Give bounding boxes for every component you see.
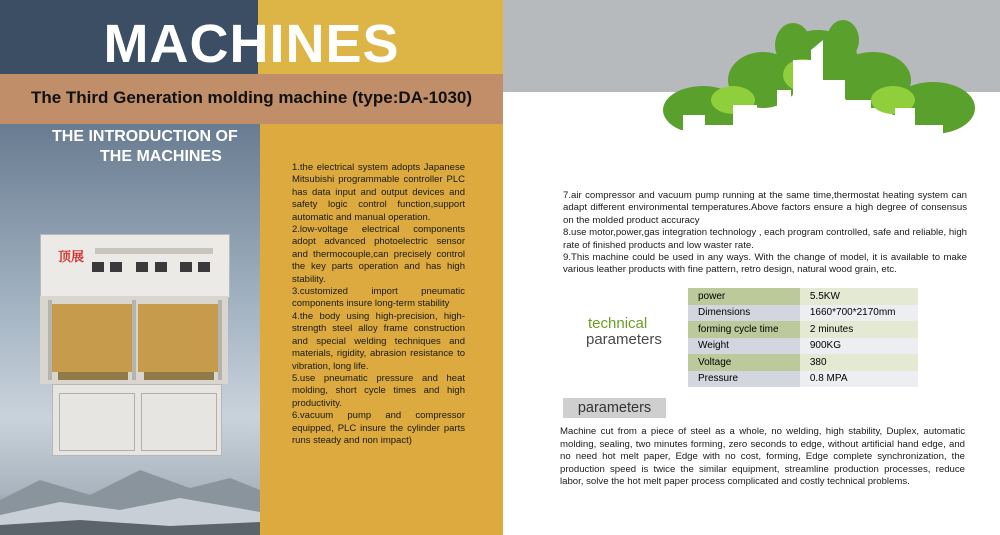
detail-item: 8.use motor,power,gas integration technology , each program controlled, safe and reliable, high rate of finished products and low waster rate.: [563, 227, 967, 251]
spec-row: [688, 371, 918, 388]
spec-value: 2 minutes: [800, 321, 918, 338]
spec-table: [688, 288, 918, 387]
feature-item: 1.the electrical system adopts Japanese Mitsubishi programmable controller PLC has data input and output devices and safety logic control function,support automatic and manual operation.: [292, 162, 465, 223]
feature-item: 5.use pneumatic pressure and heat molding, short cycle times and high productivity.: [292, 372, 465, 409]
machine-subtitle: The Third Generation molding machine (type:DA-1030): [30, 88, 473, 107]
detail-list: [563, 190, 967, 277]
feature-item: 6.vacuum pump and compressor equipped, PLC insure the cylinder parts runs steady and non impact): [292, 410, 465, 446]
parameters-description: Machine cut from a piece of steel as a whole, no welding, high stability, Duplex, automatic molding, sealing, two minutes forming, zero seconds to edge, without artificial hand edge, and no need hot melt paper, Edge with no cost, forming, Edge complete synchronization, the production speed is twice the similar equipment, streamline production processes, reduce labor, solve the hot melt paper process complicated and costly technical problems.: [560, 426, 965, 487]
features-list: [292, 162, 465, 447]
spec-value: 1660*700*2170mm: [800, 305, 918, 322]
spec-key: power: [688, 288, 800, 305]
page-title: MACHINES: [103, 14, 400, 74]
technical-label: technical: [588, 315, 648, 332]
machine-brand-label: 顶展: [58, 250, 85, 265]
spec-row: [688, 354, 918, 371]
city-skyline-illustration: [643, 20, 983, 180]
feature-item: 2.low-voltage electrical components adopt advanced photoelectric sensor and thermocouple,can precisely control the key parts operation and has high stability.: [292, 224, 465, 285]
detail-item: 9.This machine could be used in any ways. With the change of model, it is available to make various leather products with fine pattern, retro design, natural wood grain, etc.: [563, 252, 967, 276]
spec-key: forming cycle time: [688, 321, 800, 338]
spec-value: 900KG: [800, 338, 918, 355]
spec-row: [688, 321, 918, 338]
spec-key: Weight: [688, 338, 800, 355]
spec-value: 5.5KW: [800, 288, 918, 305]
spec-row: [688, 288, 918, 305]
spec-value: 0.8 MPA: [800, 371, 918, 388]
intro-heading-line2: THE MACHINES: [100, 148, 222, 165]
parameters-heading: parameters: [577, 400, 652, 416]
intro-heading-line1: THE INTRODUCTION OF: [52, 128, 238, 145]
spec-row: [688, 338, 918, 355]
detail-item: 7.air compressor and vacuum pump running at the same time,thermostat heating system can adapt different environmental temperatures.Above factors ensure a high degree of consensus on the molded product accuracy: [563, 190, 967, 226]
spec-key: Dimensions: [688, 305, 800, 322]
spec-key: Voltage: [688, 354, 800, 371]
spec-value: 380: [800, 354, 918, 371]
parameters-label: parameters: [586, 331, 662, 348]
spec-key: Pressure: [688, 371, 800, 388]
feature-item: 3.customized import pneumatic components insure long-term stability: [292, 286, 465, 310]
feature-item: 4.the body using high-precision, high-strength steel alloy frame construction and special welding techniques and materials, rigidity, abrasion resistance to vibration, long life.: [292, 310, 465, 372]
machine-illustration: [40, 234, 230, 384]
spec-row: [688, 305, 918, 322]
machine-cabinet: [52, 384, 222, 456]
